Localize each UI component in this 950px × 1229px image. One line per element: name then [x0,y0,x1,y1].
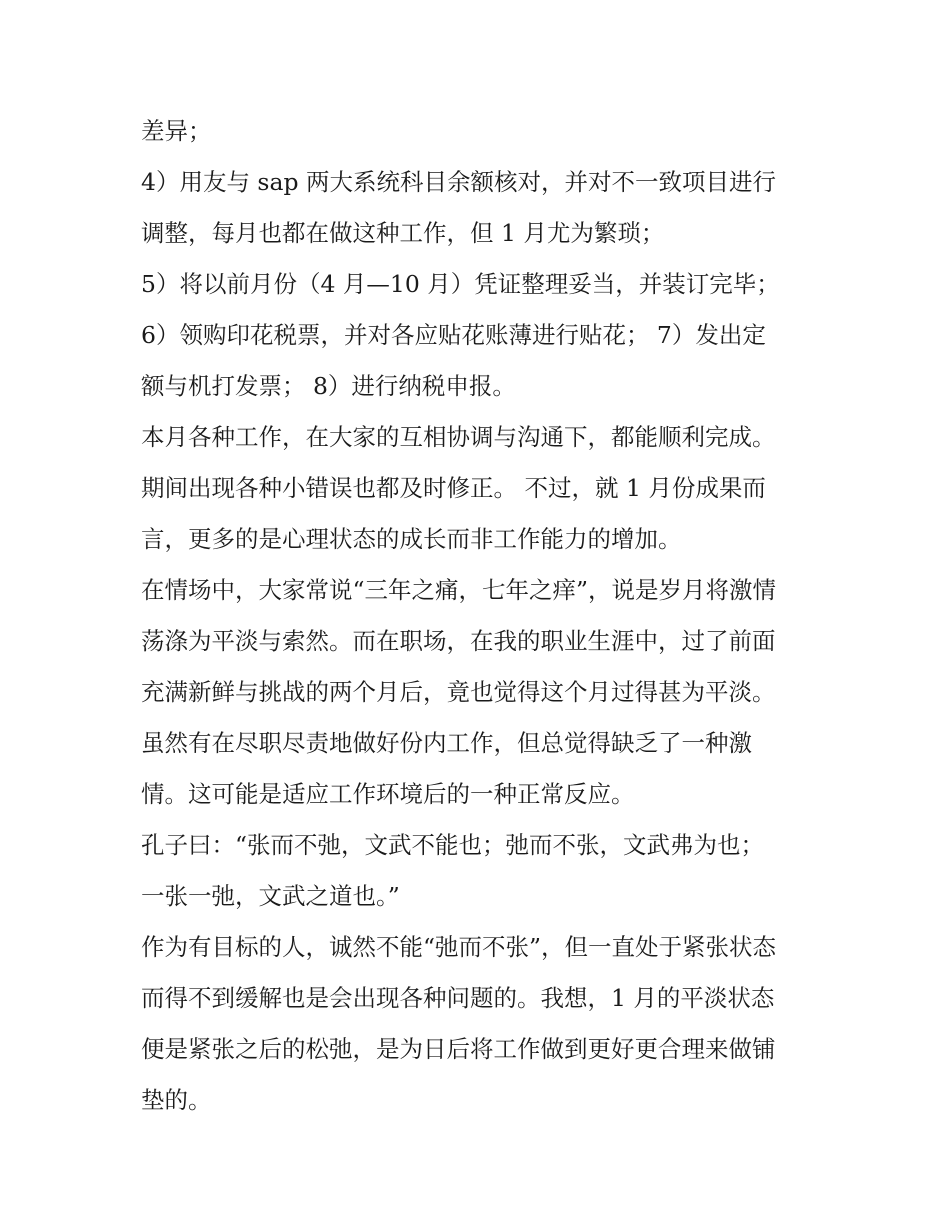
text-line: 5）将以前月份（4 月—10 月）凭证整理妥当，并装订完毕； [141,270,780,298]
text-line: 充满新鲜与挑战的两个月后，竟也觉得这个月过得甚为平淡。 [141,678,776,706]
text-line: 额与机打发票； 8）进行纳税申报。 [141,372,516,400]
text-line: 作为有目标的人，诚然不能“弛而不张”，但一直处于紧张状态 [141,933,777,961]
text-line: 期间出现各种小错误也都及时修正。 不过，就 1 月份成果而 [141,474,766,502]
text-line: 虽然有在尽职尽责地做好份内工作，但总觉得缺乏了一种激 [141,729,752,757]
text-line: 6）领购印花税票，并对各应贴花账薄进行贴花； 7）发出定 [141,321,766,349]
text-line: 差异； [141,117,212,145]
text-line: 一张一弛，文武之道也。” [141,882,400,910]
text-line: 而得不到缓解也是会出现各种问题的。我想，1 月的平淡状态 [141,984,775,1012]
text-line: 4）用友与 sap 两大系统科目余额核对，并对不一致项目进行 [141,168,777,196]
text-line: 便是紧张之后的松弛，是为日后将工作做到更好更合理来做铺 [141,1035,776,1063]
text-line: 垫的。 [141,1086,212,1114]
text-line: 言，更多的是心理状态的成长而非工作能力的增加。 [141,525,682,553]
text-line: 调整，每月也都在做这种工作，但 1 月尤为繁琐； [141,219,665,247]
text-line: 本月各种工作，在大家的互相协调与沟通下，都能顺利完成。 [141,423,776,451]
text-line: 荡涤为平淡与索然。而在职场，在我的职业生涯中，过了前面 [141,627,776,655]
text-line: 情。这可能是适应工作环境后的一种正常反应。 [141,780,635,808]
text-line: 在情场中，大家常说“三年之痛，七年之痒”，说是岁月将激情 [141,576,777,604]
document-body [141,106,821,1126]
text-line: 孔子曰：“张而不弛，文武不能也；弛而不张，文武弗为也； [141,831,765,859]
